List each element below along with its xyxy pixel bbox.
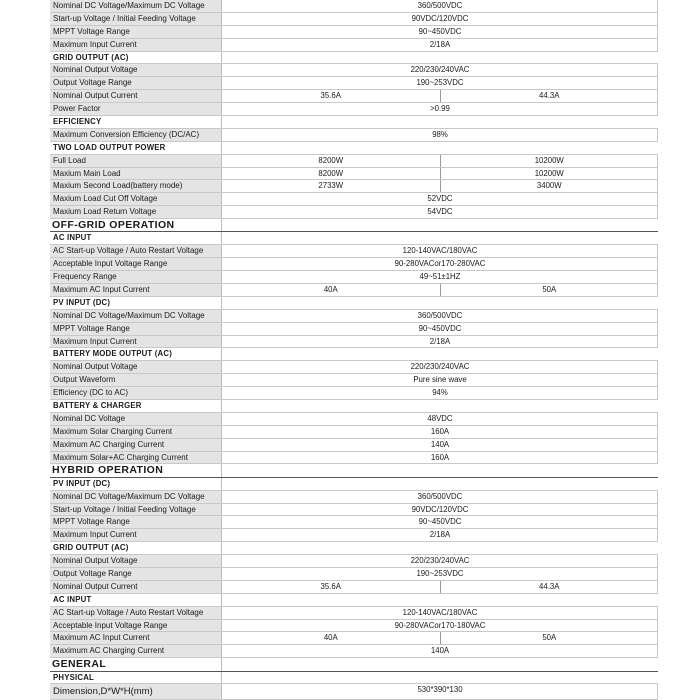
subsection-title: GRID OUTPUT (AC) — [50, 52, 222, 64]
spec-values — [222, 26, 658, 38]
spec-label: Dimension,D*W*H(mm) — [50, 684, 222, 699]
spec-values — [222, 374, 658, 386]
spec-values — [222, 645, 658, 657]
spec-values — [222, 116, 658, 128]
spec-values — [222, 529, 658, 541]
spec-label: Maxium Load Cut Off Voltage — [50, 193, 222, 205]
spec-label: Frequency Range — [50, 271, 222, 283]
spec-label: Start-up Voltage / Initial Feeding Voltage — [50, 504, 222, 516]
section-title: HYBRID OPERATION — [50, 464, 222, 476]
spec-label: Nominal DC Voltage/Maximum DC Voltage — [50, 491, 222, 503]
spec-label: Efficiency (DC to AC) — [50, 387, 222, 399]
spec-label: MPPT Voltage Range — [50, 516, 222, 528]
spec-values — [222, 387, 658, 399]
section-title-row — [50, 658, 658, 671]
spec-label: MPPT Voltage Range — [50, 323, 222, 335]
spec-row — [50, 387, 658, 400]
subsection-title: BATTERY & CHARGER — [50, 400, 222, 412]
spec-values — [222, 103, 658, 115]
spec-value: 2733W — [222, 180, 441, 192]
spec-value: 8200W — [222, 155, 441, 167]
spec-label: Maxium Load Return Voltage — [50, 206, 222, 218]
spec-row — [50, 26, 658, 39]
spec-label: Nominal Output Current — [50, 90, 222, 102]
spec-values — [222, 632, 658, 644]
spec-value: 90VDC/120VDC — [411, 13, 469, 23]
spec-label: Maximum Input Current — [50, 336, 222, 348]
spec-value: 44.3A — [539, 581, 560, 591]
spec-value: 160A — [430, 426, 450, 436]
spec-row — [50, 568, 658, 581]
spec-values — [222, 323, 658, 335]
spec-values — [222, 452, 658, 464]
spec-row — [50, 271, 658, 284]
spec-value: 54VDC — [427, 207, 453, 217]
spec-row — [50, 64, 658, 77]
subsection-header-row — [50, 478, 658, 491]
spec-value: 220/230/240VAC — [410, 65, 470, 75]
spec-values — [222, 491, 658, 503]
spec-row — [50, 206, 658, 219]
spec-label: Maximum AC Input Current — [50, 284, 222, 296]
spec-value: 90VDC/120VDC — [411, 504, 469, 514]
subsection-header-row — [50, 142, 658, 155]
spec-values — [222, 90, 658, 102]
spec-row — [50, 504, 658, 517]
spec-label: Acceptable Input Voltage Range — [50, 620, 222, 632]
spec-values — [222, 658, 658, 670]
spec-values — [222, 413, 658, 425]
spec-values — [222, 607, 658, 619]
spec-row — [50, 77, 658, 90]
spec-values — [222, 142, 658, 154]
spec-value: 44.3A — [539, 91, 560, 101]
spec-label: Nominal DC Voltage/Maximum DC Voltage — [50, 0, 222, 12]
spec-label: AC Start-up Voltage / Auto Restart Voltage — [50, 607, 222, 619]
spec-label: Maximum AC Input Current — [50, 632, 222, 644]
subsection-header-row — [50, 116, 658, 129]
spec-values — [222, 168, 658, 180]
spec-row — [50, 193, 658, 206]
spec-label: Power Factor — [50, 103, 222, 115]
spec-row — [50, 245, 658, 258]
spec-value: 2/18A — [429, 530, 451, 540]
spec-label: Maximum AC Charging Current — [50, 645, 222, 657]
spec-values — [222, 284, 658, 296]
spec-row — [50, 284, 658, 297]
spec-values — [222, 555, 658, 567]
spec-label: Nominal Output Voltage — [50, 361, 222, 373]
spec-values — [222, 206, 658, 218]
spec-values — [222, 504, 658, 516]
subsection-title: PHYSICAL — [50, 672, 222, 684]
spec-values — [222, 439, 658, 451]
spec-row — [50, 452, 658, 465]
spec-values — [222, 400, 658, 412]
section-title: GENERAL — [50, 658, 222, 670]
spec-label: Nominal Output Current — [50, 581, 222, 593]
spec-values — [222, 426, 658, 438]
spec-label: Maximum Input Current — [50, 529, 222, 541]
spec-value: 50A — [542, 633, 557, 643]
spec-value: 220/230/240VAC — [410, 362, 470, 372]
spec-values — [222, 129, 658, 141]
spec-row — [50, 607, 658, 620]
spec-value: 90-280VACor170-180VAC — [394, 620, 486, 630]
spec-values — [222, 684, 658, 699]
subsection-title: TWO LOAD OUTPUT POWER — [50, 142, 222, 154]
spec-values — [222, 180, 658, 192]
spec-values — [222, 516, 658, 528]
spec-row — [50, 439, 658, 452]
spec-row — [50, 426, 658, 439]
spec-values — [222, 271, 658, 283]
spec-values — [222, 348, 658, 360]
spec-values — [222, 620, 658, 632]
spec-row — [50, 168, 658, 181]
spec-label: Output Voltage Range — [50, 568, 222, 580]
spec-value: 35.6A — [222, 581, 441, 593]
spec-row — [50, 361, 658, 374]
spec-row — [50, 180, 658, 193]
spec-value: 190~253VDC — [416, 569, 464, 578]
spec-values — [222, 39, 658, 51]
spec-label: Nominal Output Voltage — [50, 555, 222, 567]
spec-label: Maximum Solar Charging Current — [50, 426, 222, 438]
spec-values — [222, 245, 658, 257]
spec-row — [50, 90, 658, 103]
spec-value: 190~253VDC — [416, 78, 464, 88]
spec-label: MPPT Voltage Range — [50, 26, 222, 38]
spec-value: 220/230/240VAC — [410, 556, 470, 566]
spec-values — [222, 464, 658, 476]
spec-label: Maximum Input Current — [50, 39, 222, 51]
spec-values — [222, 193, 658, 205]
subsection-title: PV INPUT (DC) — [50, 478, 222, 490]
spec-value: 94% — [432, 388, 448, 398]
spec-label: Acceptable Input Voltage Range — [50, 258, 222, 270]
subsection-header-row — [50, 348, 658, 361]
spec-row — [50, 155, 658, 168]
subsection-header-row — [50, 297, 658, 310]
spec-label: Maximum Conversion Efficiency (DC/AC) — [50, 129, 222, 141]
spec-value: >0.99 — [430, 104, 450, 114]
spec-row — [50, 632, 658, 645]
spec-label: Full Load — [50, 155, 222, 167]
spec-value: Pure sine wave — [413, 375, 467, 385]
spec-values — [222, 594, 658, 606]
spec-row — [50, 645, 658, 658]
spec-value: 90~450VDC — [418, 26, 462, 36]
spec-values — [222, 232, 658, 244]
spec-row — [50, 323, 658, 336]
spec-label: Start-up Voltage / Initial Feeding Voltage — [50, 13, 222, 25]
spec-values — [222, 258, 658, 270]
spec-row — [50, 39, 658, 52]
spec-value: 10200W — [534, 155, 564, 165]
spec-values — [222, 297, 658, 309]
spec-row — [50, 516, 658, 529]
spec-label: Maxium Main Load — [50, 168, 222, 180]
subsection-title: BATTERY MODE OUTPUT (AC) — [50, 348, 222, 360]
subsection-header-row — [50, 542, 658, 555]
spec-value: 35.6A — [222, 90, 441, 102]
spec-values — [222, 672, 658, 684]
spec-value: 120-140VAC/180VAC — [402, 246, 478, 256]
spec-row — [50, 129, 658, 142]
spec-row — [50, 103, 658, 116]
spec-value: 530*390*130 — [417, 685, 463, 695]
spec-row — [50, 555, 658, 568]
spec-row — [50, 13, 658, 26]
spec-values — [222, 478, 658, 490]
spec-row — [50, 684, 658, 700]
spec-values — [222, 568, 658, 580]
spec-value: 50A — [542, 285, 557, 294]
spec-value: 140A — [430, 646, 450, 656]
spec-label: Nominal DC Voltage — [50, 413, 222, 425]
spec-label: Maximum Solar+AC Charging Current — [50, 452, 222, 464]
spec-label: Maximum AC Charging Current — [50, 439, 222, 451]
spec-row — [50, 413, 658, 426]
subsection-header-row — [50, 672, 658, 685]
spec-label: Nominal DC Voltage/Maximum DC Voltage — [50, 310, 222, 322]
spec-value: 40A — [222, 284, 441, 296]
spec-values — [222, 361, 658, 373]
spec-values — [222, 219, 658, 231]
spec-values — [222, 155, 658, 167]
spec-label: Maxium Second Load(battery mode) — [50, 180, 222, 192]
spec-value: 360/500VDC — [417, 310, 463, 320]
spec-value: 40A — [222, 632, 441, 644]
spec-value: 160A — [430, 452, 450, 462]
spec-value: 2/18A — [429, 39, 451, 49]
spec-row — [50, 258, 658, 271]
subsection-header-row — [50, 52, 658, 65]
spec-values — [222, 336, 658, 348]
spec-row — [50, 581, 658, 594]
spec-values — [222, 310, 658, 322]
spec-row — [50, 529, 658, 542]
spec-value: 49~51±1HZ — [419, 272, 461, 282]
spec-row — [50, 374, 658, 387]
spec-value: 3400W — [536, 181, 562, 191]
spec-value: 90-280VACor170-280VAC — [394, 259, 486, 269]
spec-value: 140A — [430, 439, 450, 449]
spec-value: 120-140VAC/180VAC — [402, 607, 478, 617]
spec-label: Output Voltage Range — [50, 77, 222, 89]
spec-value: 48VDC — [427, 413, 453, 423]
spec-values — [222, 64, 658, 76]
spec-label: AC Start-up Voltage / Auto Restart Voltage — [50, 245, 222, 257]
section-title-row — [50, 219, 658, 232]
subsection-title: PV INPUT (DC) — [50, 297, 222, 309]
section-title-row — [50, 464, 658, 477]
spec-label: Nominal Output Voltage — [50, 64, 222, 76]
spec-value: 360/500VDC — [417, 1, 463, 10]
spec-value: 2/18A — [429, 336, 451, 346]
subsection-title: AC INPUT — [50, 594, 222, 606]
spec-label: Output Waveform — [50, 374, 222, 386]
spec-row — [50, 491, 658, 504]
subsection-title: AC INPUT — [50, 232, 222, 244]
spec-row — [50, 310, 658, 323]
subsection-header-row — [50, 232, 658, 245]
spec-value: 10200W — [534, 168, 564, 178]
spec-row — [50, 620, 658, 633]
spec-values — [222, 77, 658, 89]
spec-value: 360/500VDC — [417, 491, 463, 501]
spec-sheet-table — [50, 0, 658, 700]
spec-values — [222, 542, 658, 554]
spec-value: 98% — [432, 129, 448, 139]
subsection-header-row — [50, 400, 658, 413]
subsection-header-row — [50, 594, 658, 607]
section-title: OFF-GRID OPERATION — [50, 219, 222, 231]
spec-value: 8200W — [222, 168, 441, 180]
spec-row — [50, 0, 658, 13]
spec-value: 90~450VDC — [418, 517, 462, 527]
subsection-title: EFFICIENCY — [50, 116, 222, 128]
spec-values — [222, 13, 658, 25]
spec-row — [50, 336, 658, 349]
spec-values — [222, 581, 658, 593]
spec-value: 52VDC — [427, 194, 453, 204]
subsection-title: GRID OUTPUT (AC) — [50, 542, 222, 554]
spec-values — [222, 0, 658, 12]
spec-value: 90~450VDC — [418, 323, 462, 333]
spec-values — [222, 52, 658, 64]
